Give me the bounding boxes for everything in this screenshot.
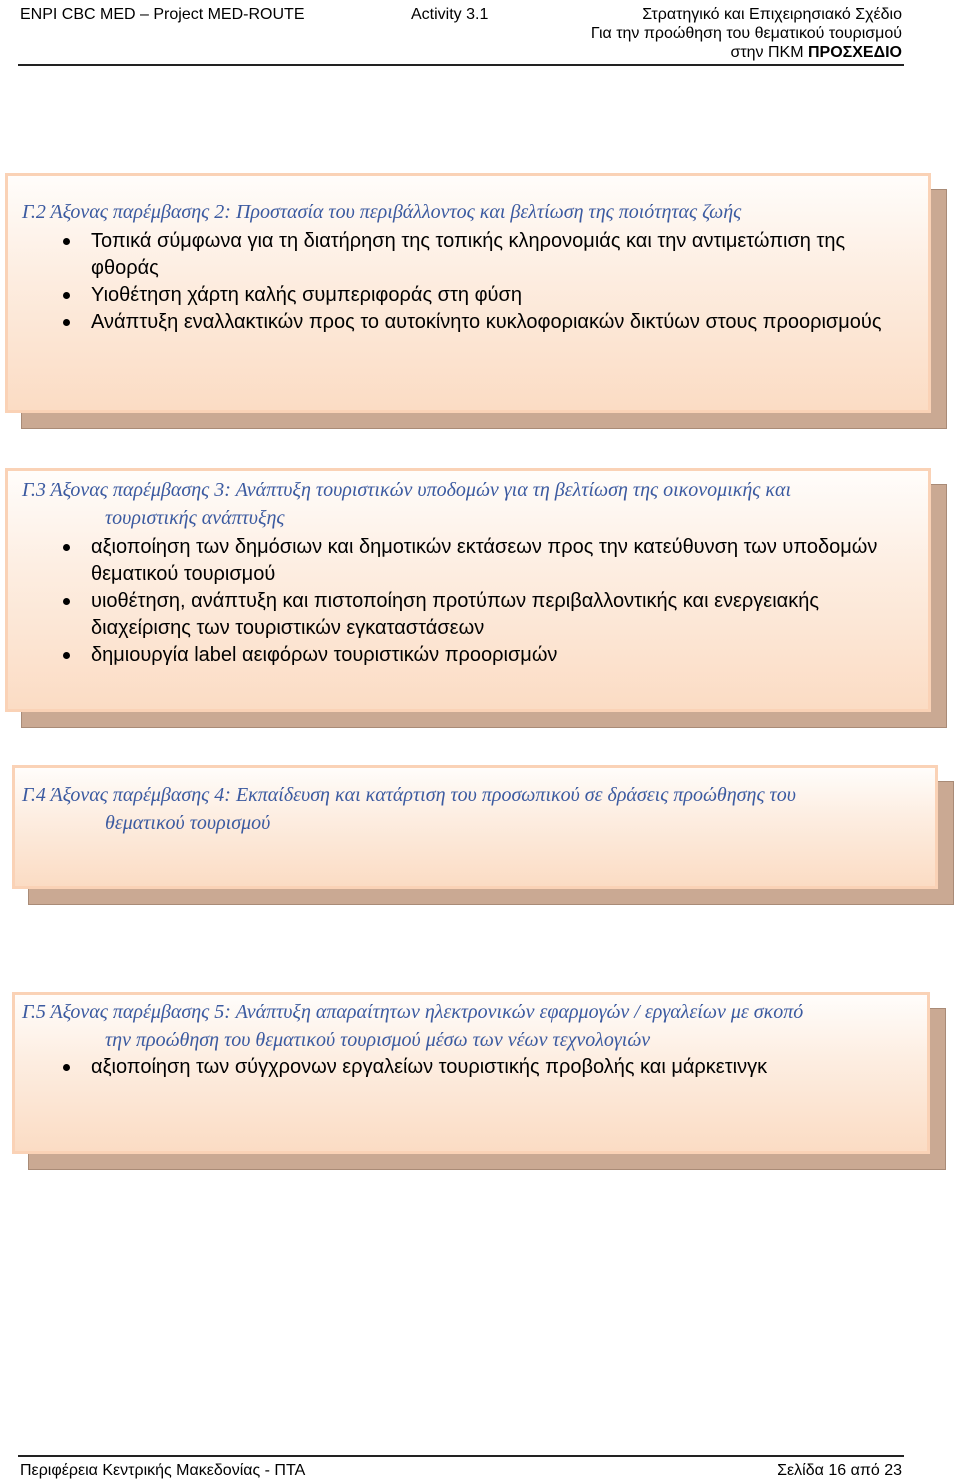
document-title-line2: Για την προώθηση του θεματικού τουρισμού (590, 25, 902, 42)
list-item: δημιουργία label αειφόρων τουριστικών προορισμών (28, 642, 908, 669)
axis-title-line1: Γ.5 Άξονας παρέμβασης 5: Ανάπτυξη απαραίτητων ηλεκτρονικών εφαρμογών / εργαλείων με σκοπό (22, 1001, 804, 1023)
list-item: αξιοποίηση των δημόσιων και δημοτικών εκτάσεων προς την κατεύθυνση των υποδομών θεματικού τουρισμού (28, 534, 908, 588)
document-title (591, 5, 902, 62)
axis-bullet-list (28, 1054, 907, 1081)
page-number: Σελίδα 16 από 23 (777, 1462, 902, 1479)
draft-label: ΠΡΟΣΧΕΔΙΟ (807, 44, 902, 61)
axis-bullet-list (28, 228, 908, 336)
axis-title-line2: την προώθηση του θεματικού τουρισμού μέσω των νέων τεχνολογιών (105, 1029, 651, 1051)
list-item: υιοθέτηση, ανάπτυξη και πιστοποίηση προτύπων περιβαλλοντικής και ενεργειακής διαχείρισης των τουριστικών εγκαταστάσεων (28, 588, 908, 642)
axis-box-5 (12, 992, 930, 1154)
axis-box-3 (5, 468, 931, 712)
document-title-line1: Στρατηγικό και Επιχειρησιακό Σχέδιο (642, 6, 902, 23)
axis-title-line2: θεματικού τουρισμού (105, 812, 271, 834)
document-title-line3-text: στην ΠΚΜ (730, 44, 804, 61)
box-panel (5, 173, 931, 413)
box-panel (12, 992, 930, 1154)
list-item: αξιοποίηση των σύγχρονων εργαλείων τουριστικής προβολής και μάρκετινγκ (28, 1054, 907, 1081)
axis-bullet-list (28, 534, 908, 669)
box-panel (12, 765, 938, 889)
page-header (18, 0, 904, 66)
axis-box-4 (12, 765, 938, 889)
axis-title (22, 198, 741, 226)
axis-title-line1: Γ.4 Άξονας παρέμβασης 4: Εκπαίδευση και κατάρτιση του προσωπικού σε δράσεις προώθησης του (22, 784, 796, 806)
project-name: ENPI CBC MED – Project MED-ROUTE (20, 6, 305, 23)
axis-title (22, 476, 791, 532)
axis-title (22, 998, 803, 1054)
axis-title-line1: Γ.2 Άξονας παρέμβασης 2: Προστασία του περιβάλλοντος και βελτίωση της ποιότητας ζωής (22, 201, 742, 223)
list-item: Τοπικά σύμφωνα για τη διατήρηση της τοπικής κληρονομιάς και την αντιμετώπιση της φθοράς (28, 228, 908, 282)
axis-title-line2: τουριστικής ανάπτυξης (105, 507, 285, 529)
axis-title-line1: Γ.3 Άξονας παρέμβασης 3: Ανάπτυξη τουριστικών υποδομών για τη βελτίωση της οικονομικής και (22, 479, 792, 501)
activity-label: Activity 3.1 (411, 6, 489, 23)
box-panel (5, 468, 931, 712)
list-item: Υιοθέτηση χάρτη καλής συμπεριφοράς στη φύση (28, 282, 908, 309)
axis-title (22, 781, 796, 837)
page-footer (18, 1455, 904, 1479)
axis-box-2 (5, 173, 931, 413)
list-item: Ανάπτυξη εναλλακτικών προς το αυτοκίνητο κυκλοφοριακών δικτύων στους προορισμούς (28, 309, 908, 336)
footer-organization: Περιφέρεια Κεντρικής Μακεδονίας - ΠΤΑ (20, 1462, 306, 1479)
document-title-line3 (591, 43, 902, 62)
